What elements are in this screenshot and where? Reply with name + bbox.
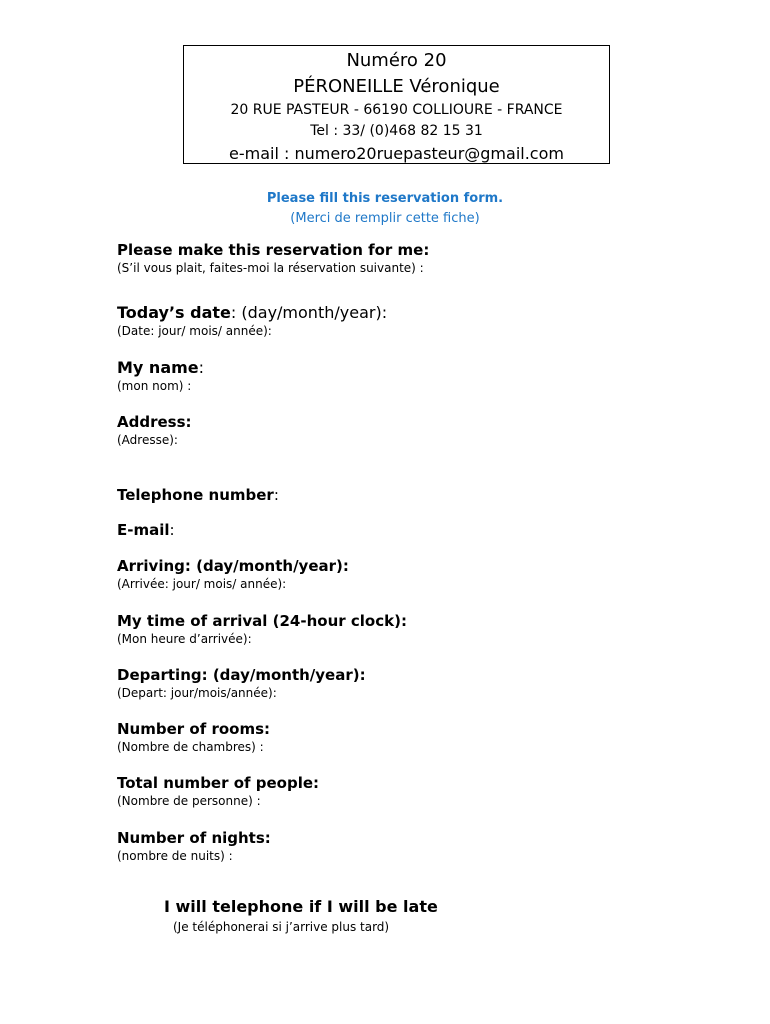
name-label: My name xyxy=(117,358,199,377)
address-label-fr: (Adresse): xyxy=(117,433,178,447)
late-arrival-notice: I will telephone if I will be late xyxy=(164,897,438,916)
telephone-label: Telephone number xyxy=(117,486,274,504)
today-date-label-fr: (Date: jour/ mois/ année): xyxy=(117,324,272,338)
arriving-label: Arriving: (day/month/year): xyxy=(117,557,349,575)
rooms-label: Number of rooms: xyxy=(117,720,271,738)
people-field xyxy=(117,774,319,808)
reservation-request xyxy=(117,241,429,275)
arrival-time-label: My time of arrival (24-hour clock): xyxy=(117,612,407,630)
nights-field xyxy=(117,829,271,863)
arrival-time-label-fr: (Mon heure d’arrivée): xyxy=(117,632,252,646)
nights-label: Number of nights: xyxy=(117,829,271,847)
nights-label-fr: (nombre de nuits) : xyxy=(117,849,233,863)
reservation-label-fr: (S’il vous plait, faites-moi la réservation suivante) : xyxy=(117,261,424,275)
postal-address: 20 RUE PASTEUR - 66190 COLLIOURE - FRANCE xyxy=(230,102,563,118)
departing-label: Departing: (day/month/year): xyxy=(117,666,366,684)
arriving-label-fr: (Arrivée: jour/ mois/ année): xyxy=(117,577,287,591)
people-label: Total number of people: xyxy=(117,774,320,792)
phone-number: Tel : 33/ (0)468 82 15 31 xyxy=(310,123,483,139)
today-date-label: Today’s date xyxy=(117,303,231,322)
email-colon: : xyxy=(169,521,175,539)
owner-name: PÉRONEILLE Véronique xyxy=(293,76,500,97)
intro-instruction-fr: (Merci de remplir cette fiche) xyxy=(290,211,480,226)
name-field xyxy=(117,358,204,393)
telephone-field xyxy=(117,486,279,504)
arriving-field xyxy=(117,557,349,591)
header-box xyxy=(183,45,610,164)
email-field xyxy=(117,521,175,539)
reservation-label: Please make this reservation for me: xyxy=(117,241,430,259)
people-label-fr: (Nombre de personne) : xyxy=(117,794,261,808)
today-date-format: : (day/month/year): xyxy=(230,303,388,322)
guesthouse-name: Numéro 20 xyxy=(346,50,447,71)
rooms-label-fr: (Nombre de chambres) : xyxy=(117,740,264,754)
name-colon: : xyxy=(198,358,205,377)
telephone-colon: : xyxy=(273,486,279,504)
intro-instruction: Please fill this reservation form. xyxy=(266,191,504,206)
departing-field xyxy=(117,666,366,700)
email-label: E-mail xyxy=(117,521,170,539)
address-label: Address: xyxy=(117,413,192,431)
arrival-time-field xyxy=(117,612,407,646)
address-field xyxy=(117,413,192,447)
email-address: e-mail : numero20ruepasteur@gmail.com xyxy=(229,144,564,163)
today-date-field xyxy=(117,303,387,338)
rooms-field xyxy=(117,720,270,754)
late-arrival-notice-fr: (Je téléphonerai si j’arrive plus tard) xyxy=(173,920,390,934)
departing-label-fr: (Depart: jour/mois/année): xyxy=(117,686,277,700)
name-label-fr: (mon nom) : xyxy=(117,379,192,393)
